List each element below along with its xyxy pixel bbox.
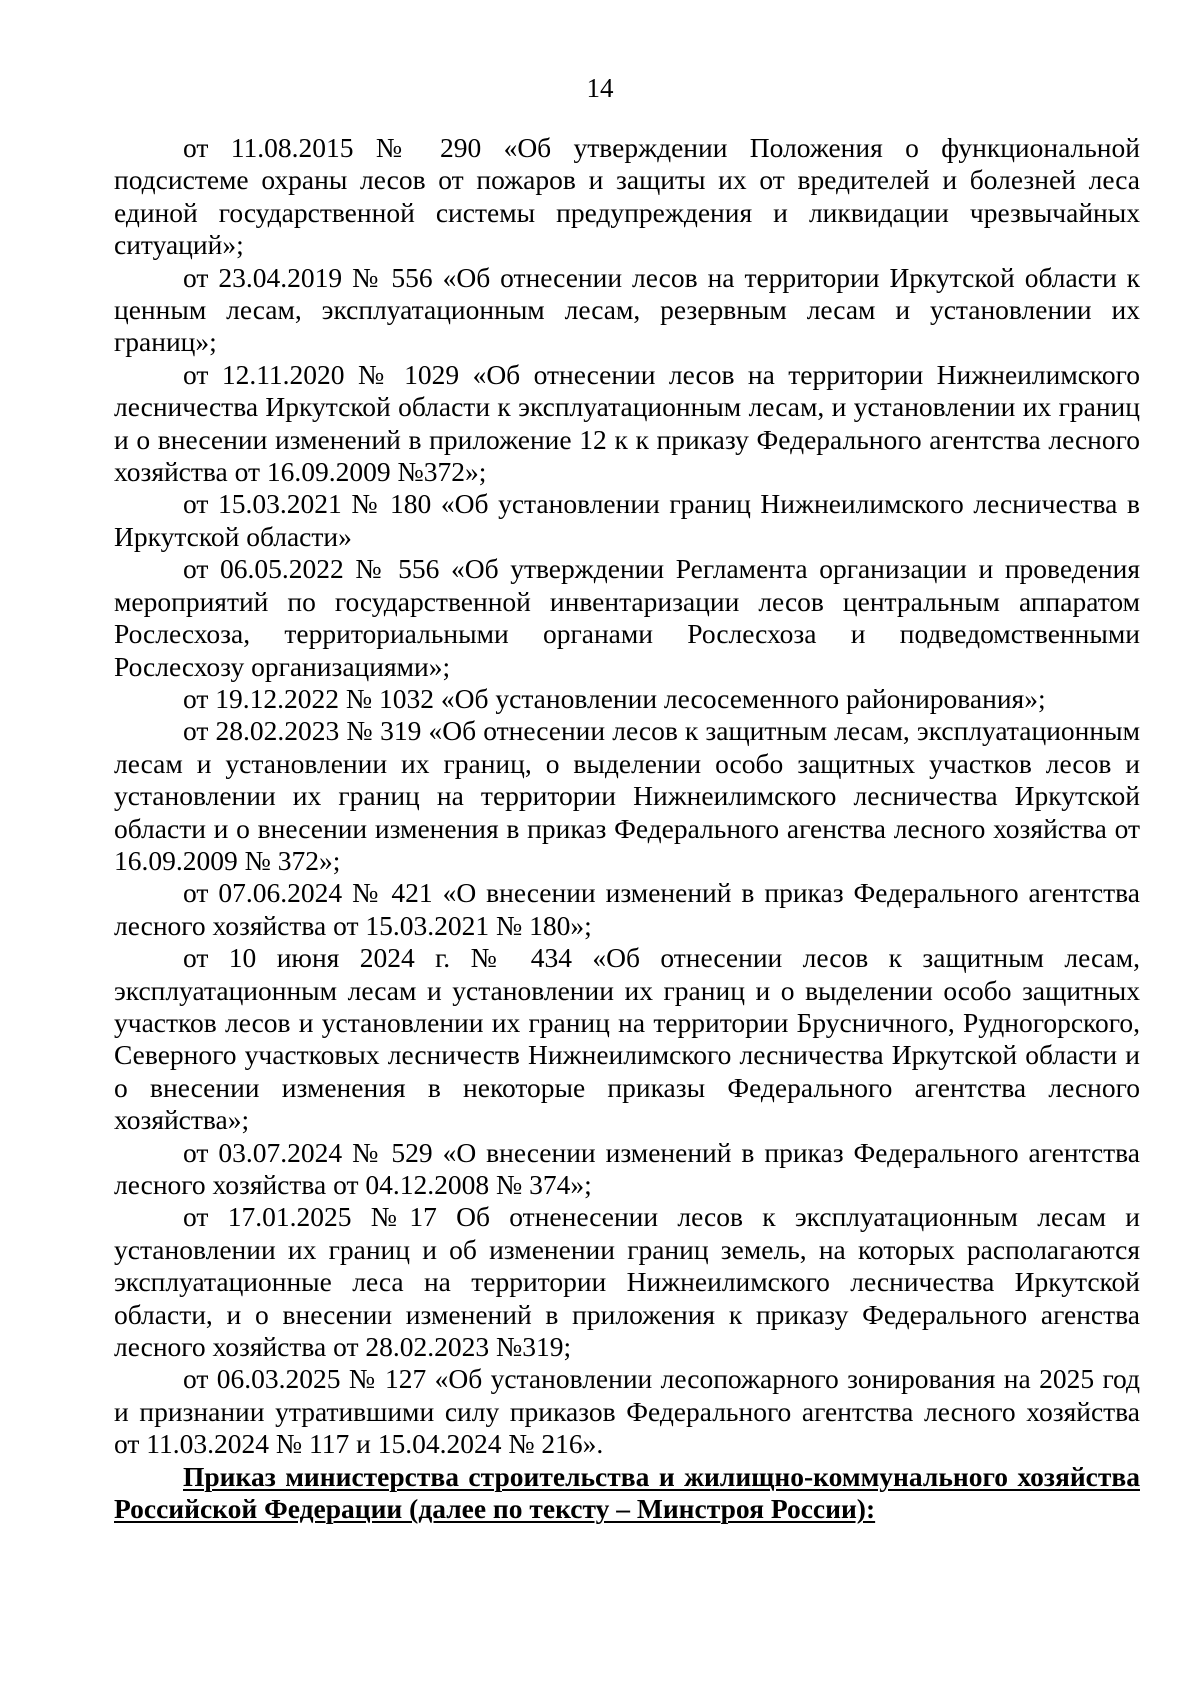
page-number: 14: [586, 73, 614, 103]
paragraph-order-2022-556: от 06.05.2022 № 556 «Об утверждении Регламента организации и проведения мероприятий по государственной инвентаризации лесов центральным аппаратом Рослесхоза, территориальными органами Рослесхоза и подведомственными Рослесхозу организациями»;: [114, 553, 1140, 682]
paragraph-order-2024-434: от 10 июня 2024 г. № 434 «Об отнесении лесов к защитным лесам, эксплуатационным лесам и установлении их границ и о выделении особо защитных участков лесов и установлении их границ на территории Брусничного, Рудногорского, Северного участковых лесничеств Нижнеилимского лесничества Иркутской области и о внесении изменения в некоторые приказы Федерального агентства лесного хозяйства»;: [114, 942, 1140, 1136]
paragraph-order-2022-1032: от 19.12.2022 № 1032 «Об установлении лесосеменного районирования»;: [183, 682, 1046, 714]
paragraph-order-2025-17: от 17.01.2025 №17 Об отненесении лесов к эксплуатационным лесам и установлении их границ и об изменении границ земель, на которых располагаются эксплуатационные леса на территории Нижнеилимского лесничества Иркутской области, и о внесении изменений в приложения к приказу Федерального агенства лесного хозяйства от 28.02.2023 №319;: [114, 1201, 1140, 1363]
document-body: [114, 132, 1140, 1525]
paragraph-order-2015-290: от 11.08.2015 № 290 «Об утверждении Положения о функциональной подсистеме охраны лесов от пожаров и защиты их от вредителей и болезней леса единой государственной системы предупреждения и ликвидации чрезвычайных ситуаций»;: [114, 132, 1140, 261]
paragraph-order-2019-556: от 23.04.2019 № 556 «Об отнесении лесов на территории Иркутской области к ценным лесам, эксплуатационным лесам, резервным лесам и установлении их границ»;: [114, 261, 1140, 358]
paragraph-order-2021-180: от 15.03.2021 № 180 «Об установлении границ Нижнеилимского лесничества в Иркутской области»: [114, 488, 1140, 552]
section-heading-minstroy: Приказ министерства строительства и жилищно-коммунального хозяйства Российской Федерации (далее по тексту – Минстроя России):: [114, 1460, 1140, 1525]
paragraph-order-2024-421: от 07.06.2024 № 421 «О внесении изменений в приказ Федерального агентства лесного хозяйства от 15.03.2021 № 180»;: [114, 877, 1140, 941]
paragraph-order-2024-529: от 03.07.2024 № 529 «О внесении изменений в приказ Федерального агентства лесного хозяйства от 04.12.2008 № 374»;: [114, 1136, 1140, 1200]
paragraph-order-2025-127: от 06.03.2025 № 127 «Об установлении лесопожарного зонирования на 2025 год и признании утратившими силу приказов Федерального агентства лесного хозяйства от 11.03.2024 № 117 и 15.04.2024 № 216».: [114, 1363, 1140, 1460]
paragraph-order-2020-1029: от 12.11.2020 № 1029 «Об отнесении лесов на территории Нижнеилимского лесничества Иркутской области к эксплуатационным лесам, и установлении их границ и о внесении изменений в приложение 12 к к приказу Федерального агентства лесного хозяйства от 16.09.2009 №372»;: [114, 358, 1140, 488]
paragraph-order-2023-319: от 28.02.2023 № 319 «Об отнесении лесов к защитным лесам, эксплуатационным лесам и установлении их границ, о выделении особо защитных участков лесов и установлении их границ на территории Нижнеилимского лесничества Иркутской области и о внесении изменения в приказ Федерального агенства лесного хозяйства от 16.09.2009 № 372»;: [114, 715, 1140, 876]
